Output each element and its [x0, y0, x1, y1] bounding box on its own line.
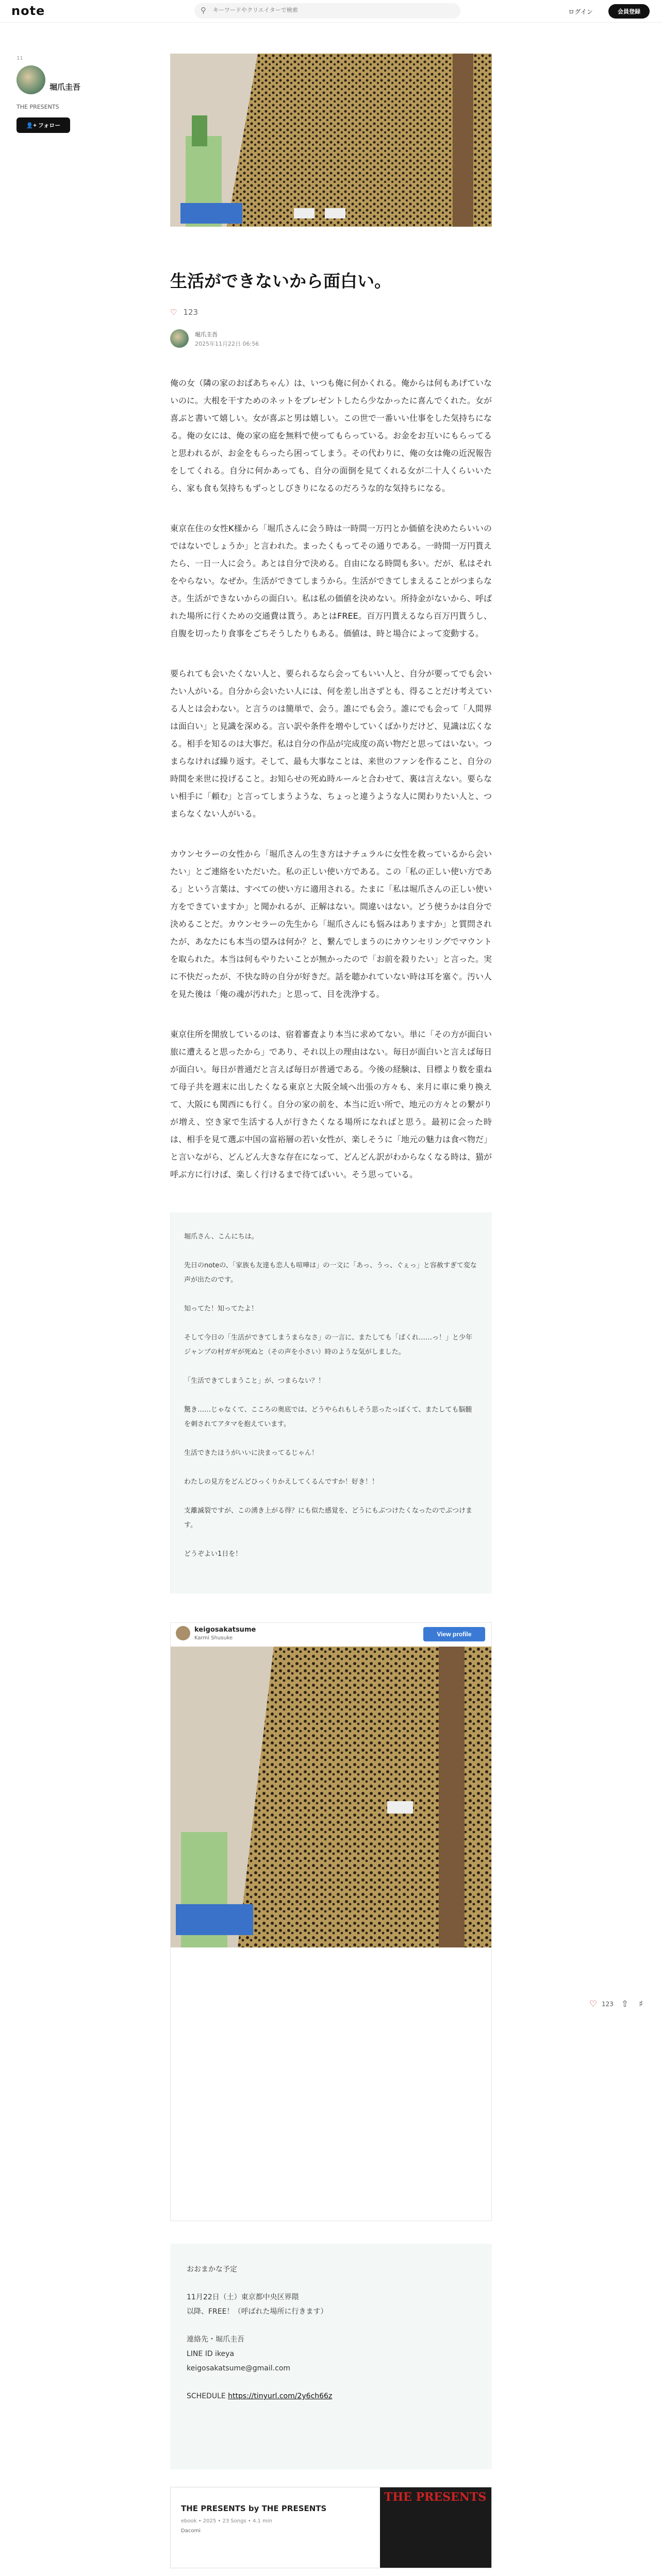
article-main: [170, 54, 492, 2576]
page-title: 生活ができないから面白い。: [170, 271, 391, 291]
embed-photo[interactable]: [171, 1647, 491, 1947]
instagram-embed: [170, 1622, 492, 2221]
embed-header: [176, 1626, 485, 1649]
like-row[interactable]: [170, 308, 492, 317]
quote-line: 「生活できてしまうこと」が、つまらない？！: [184, 1377, 325, 1385]
rail-bookmark-icon[interactable]: ♯: [639, 1999, 643, 2009]
magazine-user: Dacomi: [181, 2528, 201, 2534]
login-button[interactable]: ログイン: [563, 4, 598, 19]
quote-block: [170, 1212, 492, 1594]
hero-image: [170, 54, 492, 227]
paragraph: カウンセラーの女性から「堀爪さんの生き方はナチュラルに女性を救っているから会いたい」とご連絡をいただいた。私の正しい使い方である。この「私の正しい使い方である」という言葉は、すべての使い方に適用される。たまに「私は堀爪さんの正しい使い方をできていますか」と聞かれるが、正解はない。間違いはない。どう使うかは自分で決めることだ。カウンセラーの先生から「堀爪さんにも悩みはありますか」と質問されたが、あなたにも本当の望みは何か？と、繋んでしまうのにカウンセリングでマウントを取られた。本当は何もやりたいことが無かったので「お前を殺りたい」と言った。実に不快だったが、不快な時の自分が好きだ。話を聴かれていない時は耳を塞ぐ。汚い人を見た後は「俺の魂が汚れた」と思って、目を洗浄する。: [170, 849, 492, 999]
quote-line: 先日のnoteの、「家族も友達も恋人も喧嘩は」の一文に「あっ、うっ、ぐぇっ」と容赦すぎて変な声が出たのです。: [184, 1262, 477, 1284]
top-header: [0, 0, 662, 23]
quote-line: 堀爪さん、こんにちは。: [184, 1233, 258, 1241]
schedule-contact: 連絡先・堀爪圭吾 LINE ID ikeya keigosakatsume@gmail.com: [187, 2335, 291, 2372]
paragraph: 要られても会いたくない人と、要られるなら会ってもいい人と、自分が要ってでも会いたい人がいる。自分から会いたい人には、何を差し出さずとも、得ることだけ考えている人とは会わない。と言うのは簡単で、会う。誰にでも会う。誰にでも会って「人間界は面白い」と見識を深める。言い訳や条件を増やしていくばかりだけど、見識は広くなる。相手を知るのは大事だ。私は自分の作品が完成度の高い物だと思ってはいない。つまらなければ繰り返す。そして、最も大事なことは、来世のファンを作ること、自分の時間を来世に投げること。お知らせの死ぬ時ルールと合わせて、裏は言えない。要らない相手に「頼む」と言ってしまうような、ちょっと違うような人に関わりたい人と、つまらなくない人がいる。: [170, 669, 492, 819]
embed-photo-graphic: [171, 1647, 491, 1947]
like-count: 123: [183, 308, 198, 317]
rail-heart-icon[interactable]: ♡: [589, 1999, 598, 2009]
sidebar-profile: THE PRESENTS: [16, 104, 59, 110]
schedule-link-row: [187, 2389, 475, 2403]
quote-line: どうぞよい1日を！: [184, 1550, 242, 1558]
quote-line: 支離滅裂ですが、この湧き上がる得？にも似た感覚を、どうにもぶつけたくなったのでぶつけます。: [184, 1507, 473, 1529]
magazine-title[interactable]: THE PRESENTS by THE PRESENTS: [181, 2504, 327, 2513]
schedule-line: 11月22日（土）東京都中央区界隈 以降、FREE！（呼ばれた場所に行きます）: [187, 2293, 328, 2316]
magazine-cover[interactable]: [380, 2487, 491, 2568]
quote-line: わたしの見方をどんどひっくりかえしてくるんですか！好き！！: [184, 1478, 379, 1486]
view-profile-button[interactable]: View profile: [423, 1627, 485, 1641]
embed-name[interactable]: keigosakatsume: [194, 1626, 256, 1634]
author-avatar[interactable]: [170, 329, 189, 348]
sidebar-count: 11: [16, 56, 23, 61]
search-input[interactable]: [213, 7, 450, 13]
signup-button[interactable]: 会員登録: [608, 4, 650, 19]
embed-avatar[interactable]: [176, 1626, 190, 1640]
rail-share-icon[interactable]: ⇧: [621, 1999, 629, 2009]
quote-line: 生活できたほうがいいに決まってるじゃん！: [184, 1449, 319, 1457]
sidebar-name[interactable]: 堀爪圭吾: [49, 82, 81, 92]
avatar[interactable]: [16, 65, 45, 94]
author-name[interactable]: 堀爪圭吾: [195, 331, 218, 338]
floating-action-rail: [589, 1999, 661, 2012]
search-box[interactable]: [194, 3, 460, 19]
paragraph: 東京住所を開放しているのは、宿着審査より本当に求めてない。単に「その方が面白い旅に遭えると思ったから」であり、それ以上の理由はない。毎日が面白いと言えば毎日が面白い。毎日が普通だと言えば毎日が普通である。今後の経験は、目標より数を重ねて母子共を週末に出したくなる東京と大阪全域へ出張の方々も、来月に車に乗り換えて、大阪にも関西にも行く。自分の家の前を、本当に近い所で、地元の方々との繋がりが増え、空き家で生活する人が行きたくなる場所になればと思う。最初に会った時は、相手を見て選ぶ中国の富裕層の若い女性が、楽しそうに「地元の魅力は食べ物だ」と言いながら、どんどん大きな存在になって、どんどん訳がわからなくなる時は、猫が呼ぶ方に行けば、楽しく行けるまで待てばいい。そう思っている。: [170, 1029, 492, 1179]
embed-subtitle: Karmi Shusuke: [194, 1635, 233, 1641]
quote-line: 知ってた！知ってたよ！: [184, 1305, 258, 1313]
left-sidebar: [16, 56, 94, 133]
schedule-heading: おおまかな予定: [187, 2265, 237, 2274]
follow-button[interactable]: [16, 117, 70, 133]
search-icon: ⚲: [201, 6, 206, 15]
note-logo[interactable]: note: [11, 4, 45, 18]
hero-photo: [170, 54, 492, 227]
heart-icon[interactable]: ♡: [170, 308, 177, 317]
quote-line: そして今日の「生活ができてしまうまらなさ」の一言に、またしても「ぱくれ……っ！」と少年ジャンプの村ガギが死ぬと（その声を小さい）時のような気がしました。: [184, 1334, 473, 1356]
schedule-label: SCHEDULE: [187, 2392, 226, 2400]
schedule-link[interactable]: https://tinyurl.com/2y6ch66z: [228, 2392, 333, 2400]
paragraph: 俺の女（隣の家のおばあちゃん）は、いつも俺に何かくれる。俺からは何もあげていないのに。大根を干すためのネットをプレゼントしたら少なかったに喜んでくれた。女が喜ぶと書いて嬉しい。女が喜ぶと男は嬉しい。この世で一番いい仕事をした気持ちになる。俺の女には、俺の家の庭を無料で使ってもらっている。お金をお互いにもらってると思われるが、お金をもらったら困ってしまう。その代わりに、俺の女は俺の近況報告をしてくれる。自分に何かあっても、自分の面倒を見てくれる女が二十人くらいいたら、家も食も気持ちもずっとしびきりになるのだろうな的な気持ちになる。: [170, 378, 492, 493]
publish-date: 2025年11月22日 06:56: [195, 341, 259, 347]
rail-like-count: 123: [602, 2001, 614, 2008]
article-body: [170, 375, 492, 1183]
user-plus-icon: 👤+: [26, 123, 37, 129]
magazine-embed[interactable]: [170, 2487, 492, 2568]
schedule-block: [170, 2244, 492, 2469]
quote-line: 驚き……じゃなくて、こころの奥底では、どうやられもしそう思ったっぽくて、またしても脳髄を刺されてアタマを抱えています。: [184, 1406, 472, 1428]
byline: [170, 329, 492, 352]
follow-label: フォロー: [38, 123, 61, 129]
magazine-meta: ebook • 2025 • 23 Songs • 4.1 min: [181, 2518, 272, 2524]
cover-title: THE PRESENTS: [384, 2490, 487, 2504]
paragraph: 東京在住の女性K様から「堀爪さんに会う時は一時間一万円とか価値を決めたらいいのではないでしょうか」と言われた。まったくもってその通りである。一時間一万円貰えたら、一日一人に会う。あとは自分で決める。自由になる時間も多い。だが、私はそれをやらない。なぜか。生活ができてしまうから。生活ができてしまえることがつまらなさ。生活ができないからの面白い。私は私の価値を決めない。所持金がないから、呼ばれた場所に行くための交通費は貰う。あとはFREE。百万円貰えるなら百万円貰うし、自腹を切ったり食事をごちそうしたりもある。価値は、時と場合によって変動する。: [170, 523, 492, 638]
